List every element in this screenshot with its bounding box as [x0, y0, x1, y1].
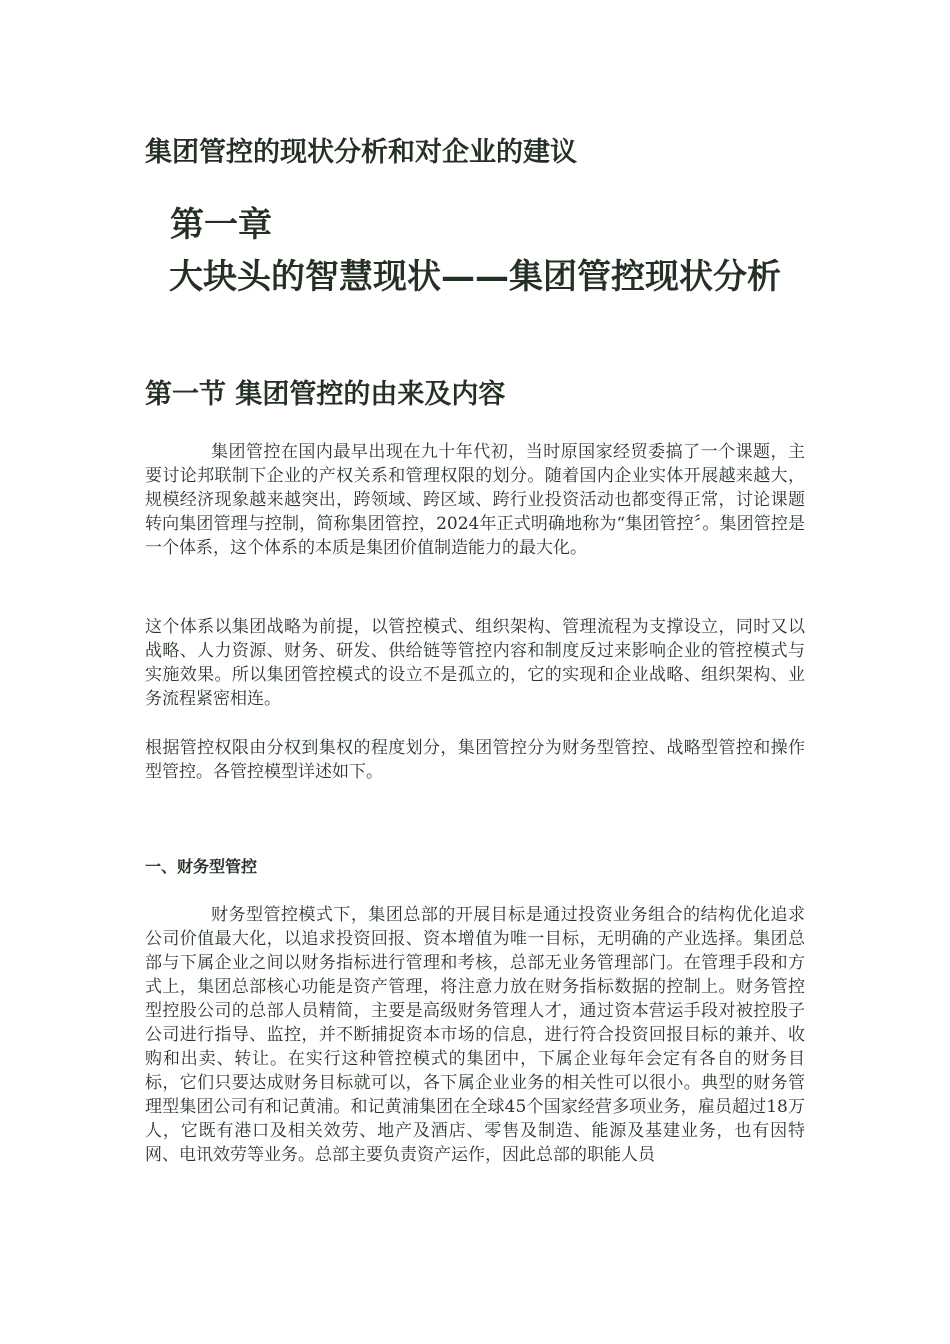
- body-paragraph: 根据管控权限由分权到集权的程度划分，集团管控分为财务型管控、战略型管控和操作型管控。各管控模型详述如下。: [145, 738, 805, 782]
- chapter-label: 第一章: [170, 205, 272, 245]
- subsection-heading: 一、财务型管控: [145, 857, 258, 876]
- chapter-title: 大块头的智慧现状——集团管控现状分析: [169, 257, 781, 297]
- section-title: 第一节 集团管控的由来及内容: [145, 379, 506, 410]
- body-paragraph: 这个体系以集团战略为前提，以管控模式、组织架构、管理流程为支撑设立，同时又以战略、人力资源、财务、研发、供给链等管控内容和制度反过来影响企业的管控模式与实施效果。所以集团管控模式的设立不是孤立的，它的实现和企业战略、组织架构、业务流程紧密相连。: [145, 617, 805, 709]
- body-paragraph: 集团管控在国内最早出现在九十年代初，当时原国家经贸委搞了一个课题，主要讨论邦联制下企业的产权关系和管理权限的划分。随着国内企业实体开展越来越大，规模经济现象越来越突出，跨领域、跨区域、跨行业投资活动也都变得正常，讨论课题转向集团管理与控制，简称集团管控，2024年正式明确地称为“集团管控〞。集团管控是一个体系，这个体系的本质是集团价值制造能力的最大化。: [145, 442, 805, 558]
- subsection-paragraph: 财务型管控模式下，集团总部的开展目标是通过投资业务组合的结构优化追求公司价值最大化，以追求投资回报、资本增值为唯一目标，无明确的产业选择。集团总部与下属企业之间以财务指标进行管理和考核，总部无业务管理部门。在管理手段和方式上，集团总部核心功能是资产管理，将注意力放在财务指标数据的控制上。财务管控型控股公司的总部人员精简，主要是高级财务管理人才，通过资本营运手段对被控股子公司进行指导、监控，并不断捕捉资本市场的信息，进行符合投资回报目标的兼并、收购和出卖、转让。在实行这种管控模式的集团中，下属企业每年会定有各自的财务目标，它们只要达成财务目标就可以，各下属企业业务的相关性可以很小。典型的财务管理型集团公司有和记黄浦。和记黄浦集团在全球45个国家经营多项业务，雇员超过18万人，它既有港口及相关效劳、地产及酒店、零售及制造、能源及基建业务，也有因特网、电讯效劳等业务。总部主要负责资产运作，因此总部的职能人员: [145, 905, 805, 1165]
- document-title: 集团管控的现状分析和对企业的建议: [145, 137, 577, 168]
